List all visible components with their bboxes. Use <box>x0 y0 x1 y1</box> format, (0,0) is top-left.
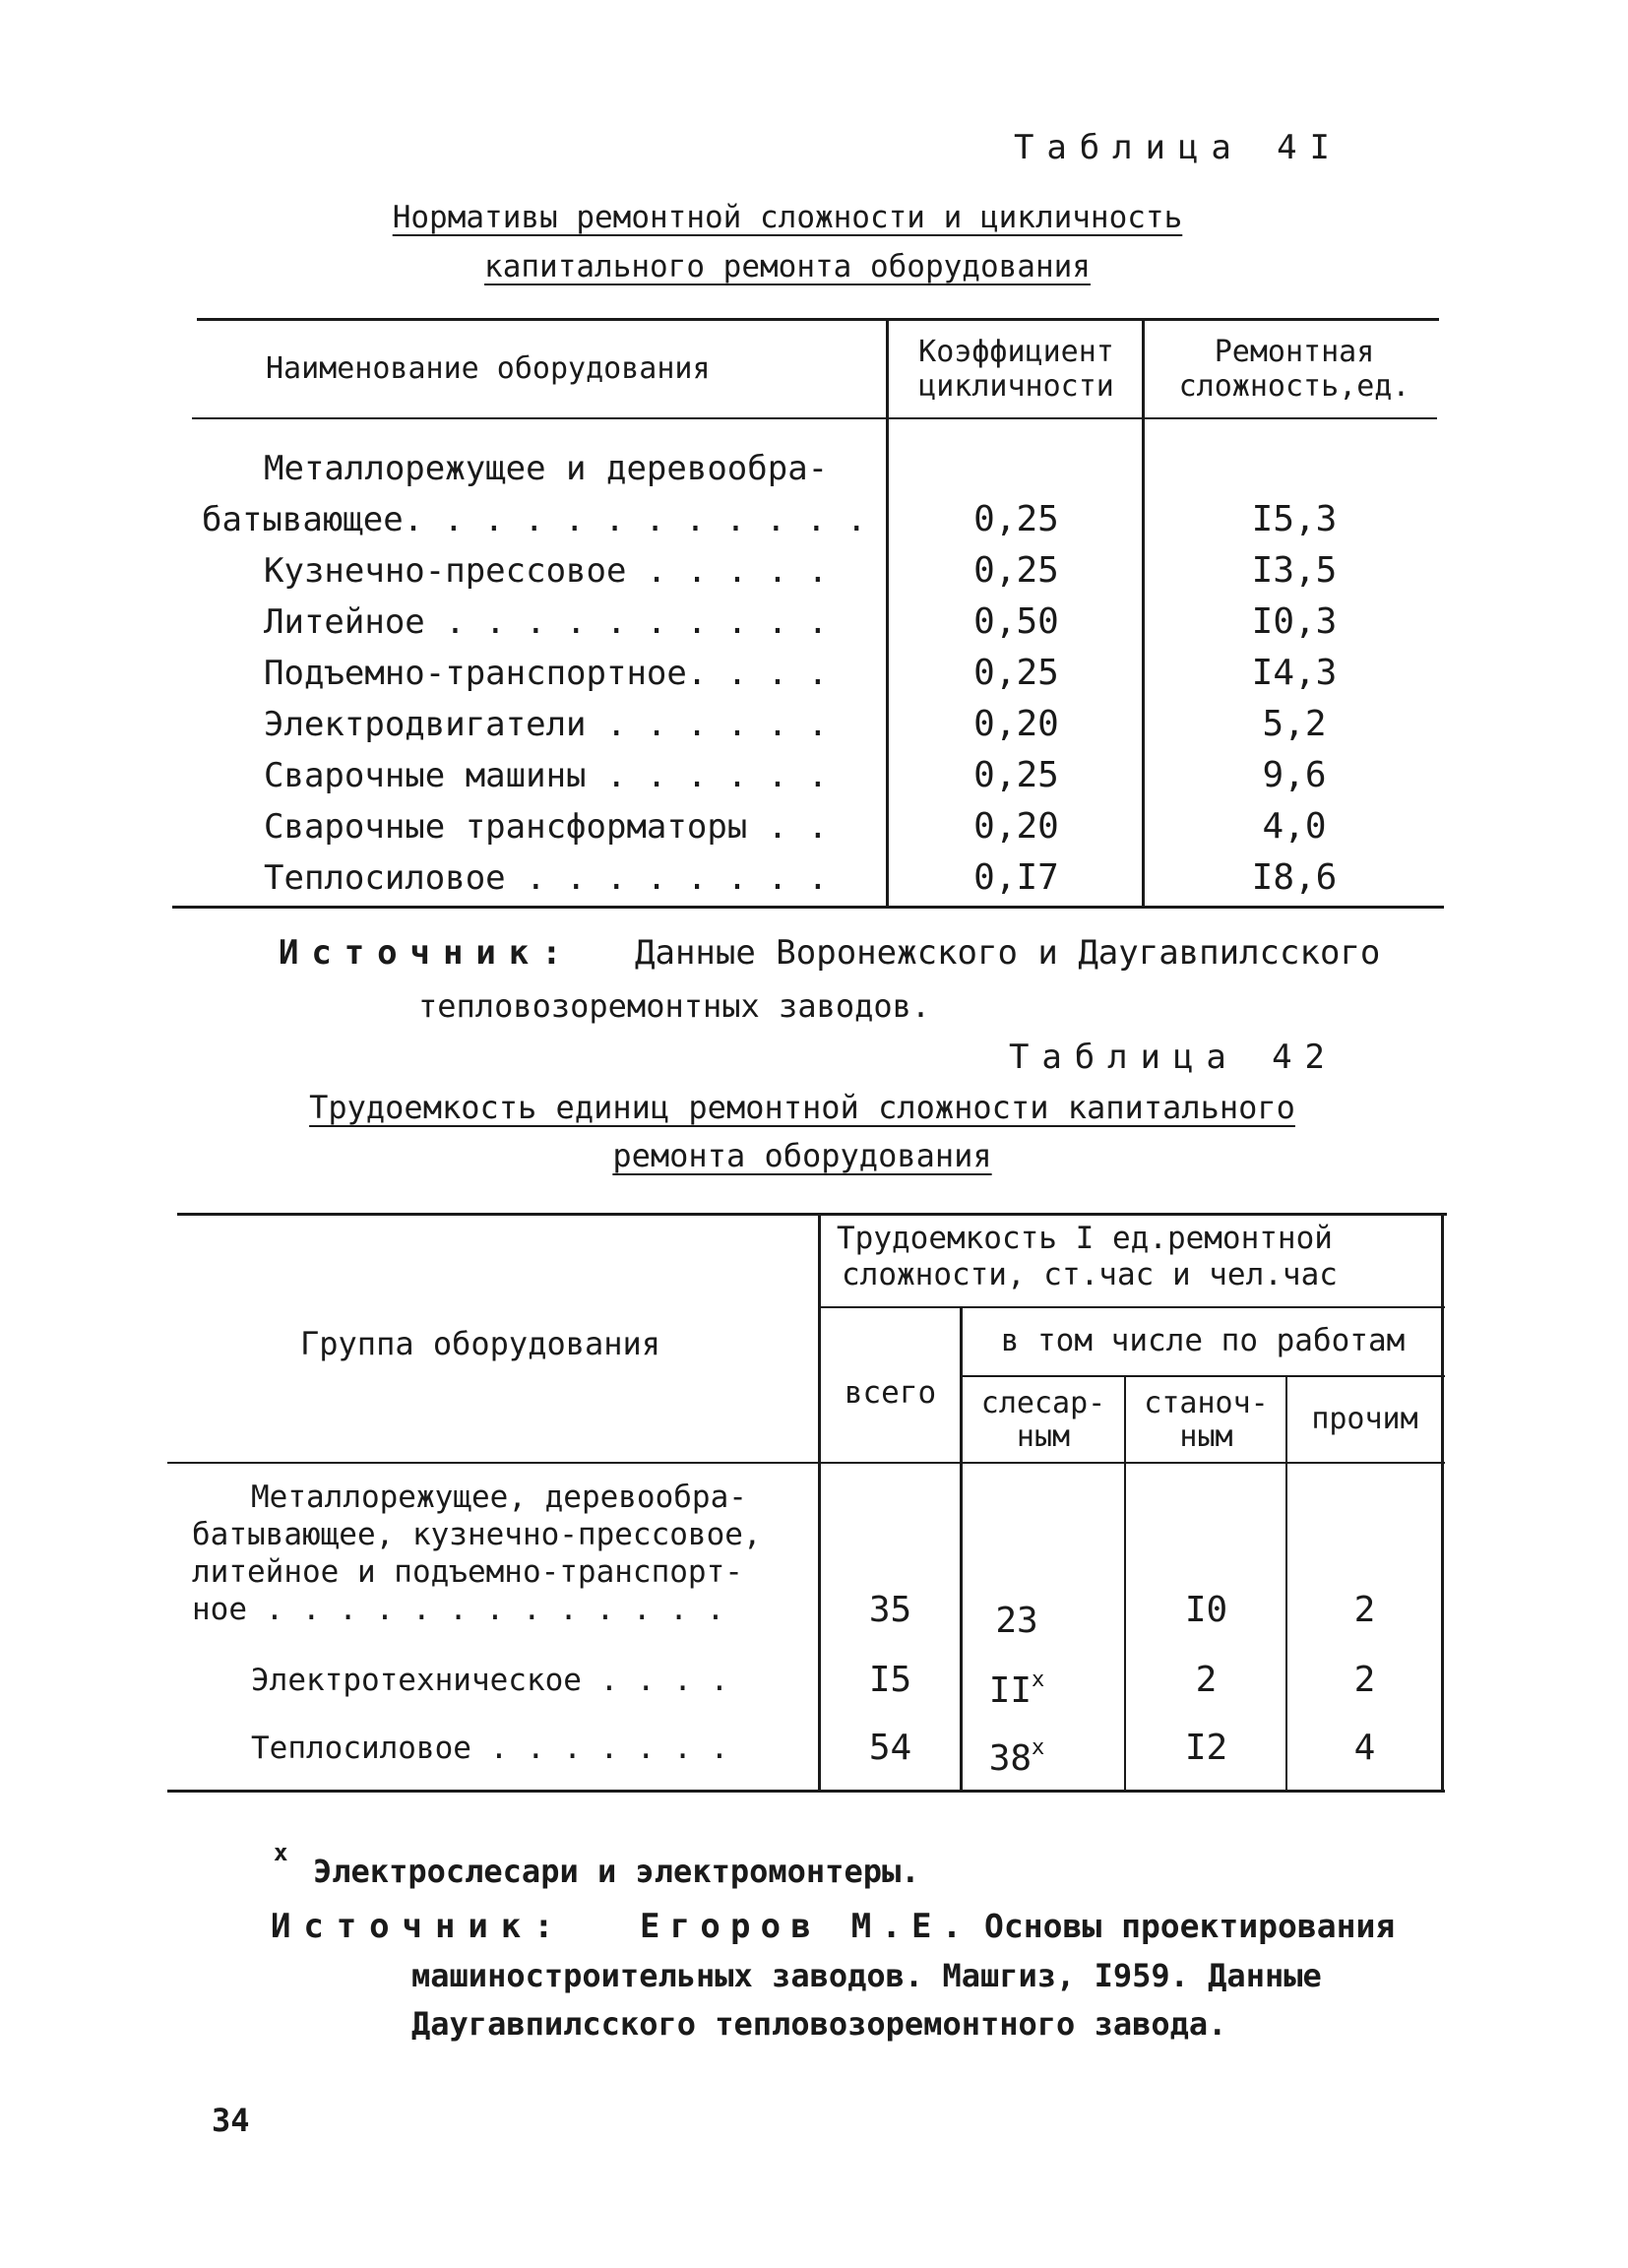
table41-col-divider-2 <box>1142 318 1145 906</box>
table41-source-label: Источник: <box>279 933 575 973</box>
table42-source-line1: Основы проектирования <box>984 1907 1396 1945</box>
table42-header-labor-line2: сложности, ст.час и чел.час <box>842 1257 1338 1292</box>
table42-header-rule <box>167 1462 1445 1464</box>
table42-top-rule <box>177 1213 1447 1216</box>
table42-right-border <box>1441 1213 1444 1790</box>
table42-footnote: Электрослесари и электромонтеры. <box>313 1853 920 1890</box>
table41-row-coef: 0,20 <box>973 704 1059 744</box>
table41-row-complexity: 9,6 <box>1262 755 1327 795</box>
table41-header-name: Наименование оборудования <box>266 351 711 386</box>
table41-col-divider-1 <box>886 318 889 906</box>
table41-row-complexity: 5,2 <box>1262 704 1327 744</box>
table41-source-line1: Данные Воронежского и Даугавпилсского <box>635 933 1381 973</box>
table42-row-name-line1: Металлорежущее, деревообра- <box>251 1480 747 1515</box>
table42-title-line2: ремонта оборудования <box>612 1137 992 1174</box>
table42-header-fitter-line2: ным <box>1016 1419 1071 1454</box>
table41-row-coef: 0,25 <box>973 653 1059 693</box>
table42-row-fitter: 23 <box>995 1601 1038 1641</box>
table42-source-line2: машиностроительных заводов. Машгиз, I959. Данные <box>411 1957 1322 1994</box>
table41-row-name: Литейное . . . . . . . . . . <box>264 602 829 642</box>
table41-header-complexity-line2: сложность,ед. <box>1178 369 1410 404</box>
table41-row-coef: 0,20 <box>973 806 1059 847</box>
table41-header-coef-line1: Коэффициент <box>918 335 1114 369</box>
table41-row-coef: 0,50 <box>973 601 1059 642</box>
table42-row-fitter: $II^x$ <box>988 1668 1045 1711</box>
table41-top-rule <box>197 318 1439 321</box>
table41-row-complexity: I3,5 <box>1251 550 1338 591</box>
table42-source-line3: Даугавпилсского тепловозоремонтного завода. <box>411 2005 1227 2043</box>
table41-row-complexity: I0,3 <box>1251 601 1338 642</box>
table42-row-machine: 2 <box>1195 1660 1218 1700</box>
table42-header-other: прочим <box>1311 1402 1418 1436</box>
table42-row-name-line3: литейное и подъемно-транспорт- <box>192 1554 743 1590</box>
table42-col-divider-fitter <box>960 1306 963 1790</box>
table42-row-total: I5 <box>868 1660 912 1700</box>
table42-bywork-rule <box>963 1375 1445 1377</box>
table42-row-total: 54 <box>868 1728 912 1768</box>
table42-title-line1: Трудоемкость единиц ремонтной сложности капитального <box>309 1089 1295 1126</box>
table41-row-name: Теплосиловое . . . . . . . . <box>264 858 829 898</box>
table42-header-group: Группа оборудования <box>300 1325 661 1362</box>
table42-row-machine: I2 <box>1184 1728 1228 1768</box>
table41-header-rule <box>192 417 1437 419</box>
table42-header-fitter-line1: слесар- <box>980 1386 1106 1420</box>
table41-title-line2: капитального ремонта оборудования <box>484 249 1091 284</box>
table42-row-name: Теплосиловое . . . . . . . <box>251 1731 729 1766</box>
table41-row-coef: 0,25 <box>973 499 1059 539</box>
table42-row-machine: I0 <box>1184 1590 1228 1630</box>
table42-source-author: Егоров М.Е. <box>640 1907 972 1946</box>
table42-header-labor-line1: Трудоемкость I ед.ремонтной <box>837 1221 1333 1256</box>
table41-row-name: батывающее. . . . . . . . . . . . <box>202 500 867 539</box>
table41-row-coef: 0,25 <box>973 755 1059 795</box>
table41-row-name: Кузнечно-прессовое . . . . . <box>264 551 829 591</box>
table41-row-complexity: I5,3 <box>1251 499 1338 539</box>
table41-row-name-line1: Металлорежущее и деревообра- <box>264 449 829 488</box>
table42-row-name-line2: батывающее, кузнечно-прессовое, <box>192 1517 762 1552</box>
table41-title-line1: Нормативы ремонтной сложности и цикличность <box>392 200 1183 235</box>
table41-row-complexity: I8,6 <box>1251 857 1338 898</box>
table42-row-other: 4 <box>1353 1728 1376 1768</box>
table42-col-divider-other <box>1285 1375 1287 1790</box>
table42-col-divider-machine <box>1124 1375 1126 1790</box>
table42-row-name-line4: ное . . . . . . . . . . . . . <box>192 1592 725 1627</box>
page-number: 34 <box>212 2102 250 2139</box>
table42-label: Таблица 42 <box>1009 1038 1338 1077</box>
table41-row-coef: 0,I7 <box>973 857 1059 898</box>
table41-row-name: Сварочные трансформаторы . . <box>264 807 829 847</box>
table42-bottom-rule <box>167 1790 1445 1793</box>
table42-row-other: 2 <box>1353 1660 1376 1700</box>
table42-row-name: Электротехническое . . . . <box>251 1663 729 1698</box>
table42-row-other: 2 <box>1353 1590 1376 1630</box>
table42-header-by-work: в том числе по работам <box>1000 1323 1406 1358</box>
table42-row-total: 35 <box>868 1590 912 1630</box>
table41-source-line2: тепловозоремонтных заводов. <box>418 987 931 1025</box>
table42-labor-rule <box>821 1306 1445 1308</box>
table42-footnote-mark: x <box>274 1839 288 1866</box>
table41-row-complexity: 4,0 <box>1262 806 1327 847</box>
table41-header-complexity-line1: Ремонтная <box>1214 335 1375 369</box>
table42-row-fitter: 38$^x$ <box>988 1735 1045 1779</box>
table41-header-coef-line2: цикличности <box>918 369 1114 404</box>
table41-row-name: Электродвигатели . . . . . . <box>264 705 829 744</box>
table42-source-label: Источник: <box>271 1907 567 1946</box>
table41-row-name: Сварочные машины . . . . . . <box>264 756 829 795</box>
table42-header-machine-line1: станоч- <box>1144 1386 1269 1420</box>
table41-row-complexity: I4,3 <box>1251 653 1338 693</box>
table41-row-name: Подъемно-транспортное. . . . <box>264 654 829 693</box>
table41-bottom-rule <box>172 906 1444 909</box>
table42-header-total: всего <box>844 1375 937 1411</box>
table41-label: Таблица 4I <box>1014 128 1343 167</box>
table42-header-machine-line2: ным <box>1179 1419 1233 1454</box>
table41-row-coef: 0,25 <box>973 550 1059 591</box>
